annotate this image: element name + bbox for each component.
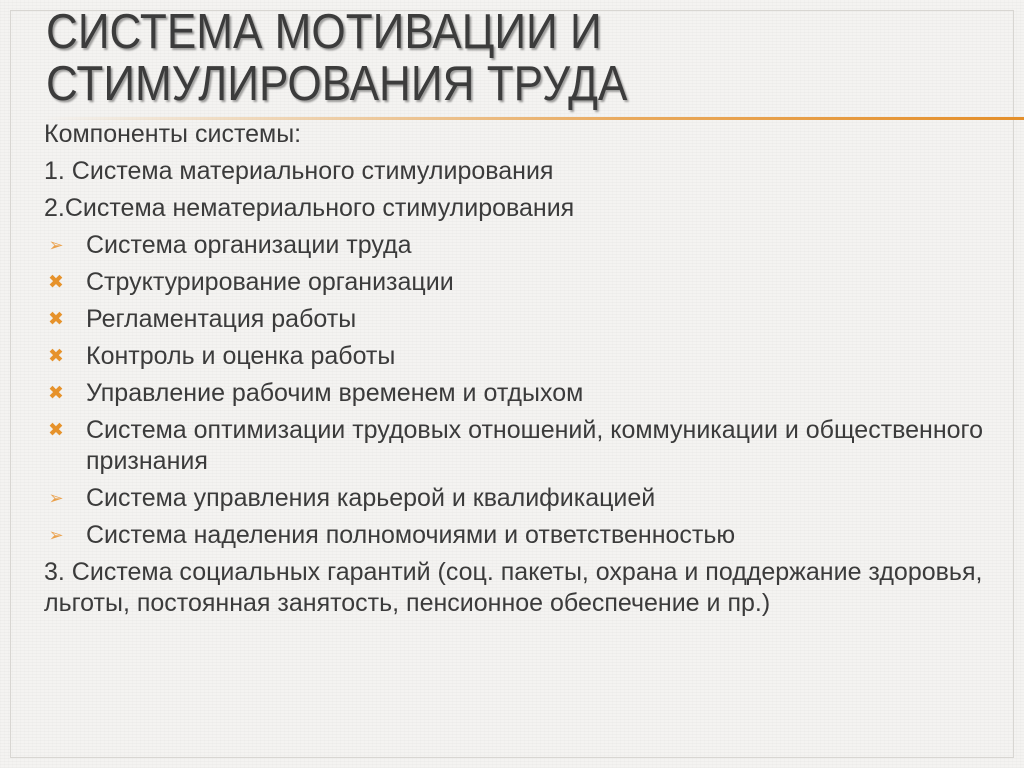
cross-icon: ✖	[48, 420, 64, 441]
list-item	[44, 557, 999, 619]
list-item-text: Контроль и оценка работы	[86, 342, 396, 370]
list-item	[44, 341, 999, 372]
cross-icon: ✖	[48, 309, 64, 330]
list-item-text: Система оптимизации трудовых отношений, коммуникации и общественного признания	[86, 416, 984, 475]
list-item	[44, 520, 999, 551]
list-item	[44, 304, 999, 335]
list-item-text: Система управления карьерой и квалификацией	[86, 484, 656, 512]
chevron-right-icon: ➢	[48, 525, 64, 545]
list-item-text: Структурирование организации	[86, 268, 454, 296]
cross-icon: ✖	[48, 346, 64, 367]
cross-icon: ✖	[48, 272, 64, 293]
list-item	[44, 483, 999, 514]
chevron-right-icon: ➢	[48, 488, 64, 508]
list-item-text: Система организации труда	[86, 231, 412, 259]
list-item-text: Компоненты системы:	[44, 120, 302, 148]
list-item	[44, 193, 999, 224]
list-item-text: Управление рабочим временем и отдыхом	[86, 379, 584, 407]
list-item	[44, 378, 999, 409]
list-item-text: 1. Система материального стимулирования	[44, 157, 554, 185]
slide-title: СИСТЕМА МОТИВАЦИИ И СТИМУЛИРОВАНИЯ ТРУДА	[46, 5, 628, 111]
chevron-right-icon: ➢	[48, 235, 64, 255]
list-item-text: Система наделения полномочиями и ответственностью	[86, 521, 736, 549]
list-item	[44, 119, 999, 150]
list-item-text: 2.Система нематериального стимулирования	[44, 194, 575, 222]
list-item	[44, 415, 999, 477]
list-item-text: Регламентация работы	[86, 305, 357, 333]
slide-body	[44, 119, 999, 619]
list-item-text: 3. Система социальных гарантий (соц. пакеты, охрана и поддержание здоровья, льготы, постоянная занятость, пенсионное обеспечение и пр.)	[44, 558, 983, 617]
cross-icon: ✖	[48, 383, 64, 404]
list-item	[44, 156, 999, 187]
list-item	[44, 230, 999, 261]
list-item	[44, 267, 999, 298]
